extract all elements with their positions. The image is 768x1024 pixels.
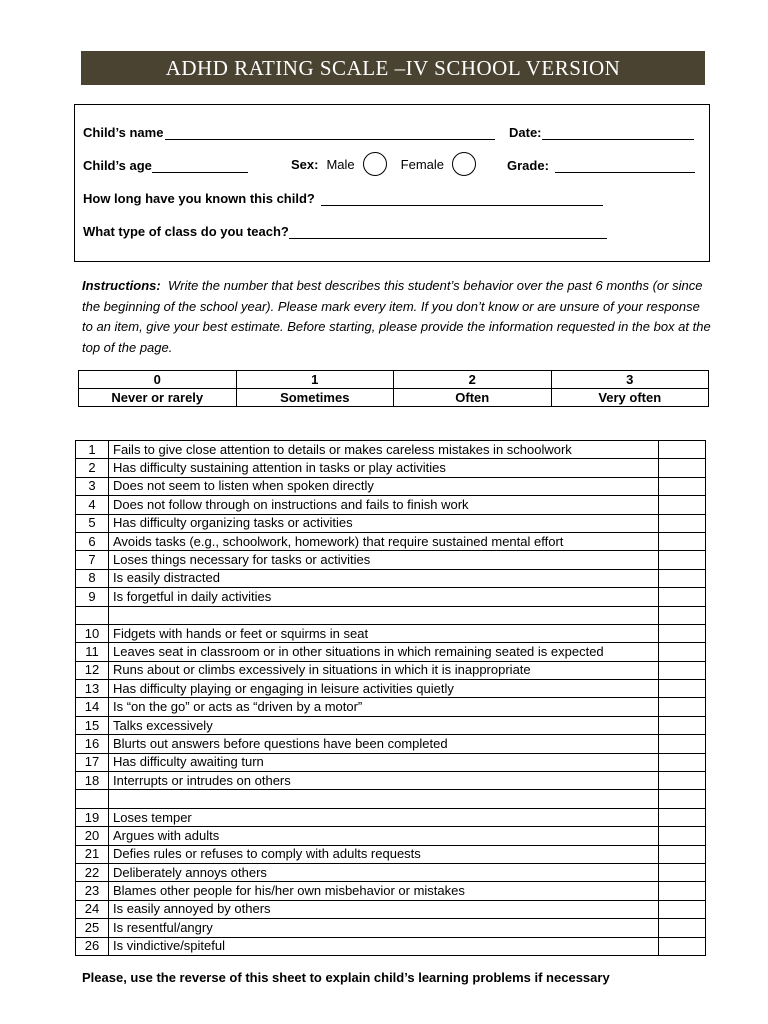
item-text: Leaves seat in classroom or in other situations in which remaining seated is expected <box>109 643 659 661</box>
item-number: 15 <box>76 716 109 734</box>
item-text: Deliberately annoys others <box>109 863 659 881</box>
table-row <box>76 845 706 863</box>
child-info-box <box>74 104 710 262</box>
item-answer-cell[interactable] <box>659 698 706 716</box>
table-row <box>76 680 706 698</box>
item-answer-cell[interactable] <box>659 882 706 900</box>
item-answer-cell[interactable] <box>659 532 706 550</box>
item-text <box>109 606 659 624</box>
item-text: Argues with adults <box>109 827 659 845</box>
scale-label: Never or rarely <box>79 389 237 407</box>
date-row <box>509 125 694 140</box>
childs-age-label: Child’s age <box>83 158 152 173</box>
table-row <box>76 477 706 495</box>
table-row <box>76 937 706 955</box>
item-text: Has difficulty playing or engaging in leisure activities quietly <box>109 680 659 698</box>
childs-age-field[interactable] <box>152 159 248 173</box>
item-text: Blames other people for his/her own misbehavior or mistakes <box>109 882 659 900</box>
item-number: 26 <box>76 937 109 955</box>
item-text: Avoids tasks (e.g., schoolwork, homework) that require sustained mental effort <box>109 532 659 550</box>
male-radio[interactable] <box>363 152 387 176</box>
childs-name-label: Child’s name <box>83 125 164 140</box>
table-row <box>76 588 706 606</box>
item-text: Is easily distracted <box>109 569 659 587</box>
table-row <box>76 624 706 642</box>
table-row <box>76 569 706 587</box>
item-answer-cell[interactable] <box>659 900 706 918</box>
item-answer-cell[interactable] <box>659 716 706 734</box>
known-field[interactable] <box>321 192 603 206</box>
item-text: Fidgets with hands or feet or squirms in seat <box>109 624 659 642</box>
item-answer-cell[interactable] <box>659 735 706 753</box>
item-number: 16 <box>76 735 109 753</box>
table-row <box>76 772 706 790</box>
item-number: 12 <box>76 661 109 679</box>
item-text: Runs about or climbs excessively in situations in which it is inappropriate <box>109 661 659 679</box>
item-number: 6 <box>76 532 109 550</box>
item-answer-cell[interactable] <box>659 459 706 477</box>
sex-label: Sex: <box>291 156 319 172</box>
item-text: Defies rules or refuses to comply with adults requests <box>109 845 659 863</box>
item-answer-cell[interactable] <box>659 624 706 642</box>
date-field[interactable] <box>542 126 694 140</box>
item-answer-cell[interactable] <box>659 569 706 587</box>
grade-row <box>507 158 695 173</box>
item-text: Has difficulty organizing tasks or activities <box>109 514 659 532</box>
male-label: Male <box>326 156 355 172</box>
childs-name-field[interactable] <box>165 126 495 140</box>
item-answer-cell[interactable] <box>659 863 706 881</box>
item-answer-cell[interactable] <box>659 827 706 845</box>
instructions-text: Write the number that best describes this student’s behavior over the past 6 months (or since the beginning of the school year). Please mark every item. If you don’t know or are unsure of your response to an item, give your best estimate. Before starting, please provide the information requested in the box at the top of the page. <box>82 278 711 355</box>
item-number: 24 <box>76 900 109 918</box>
item-number: 2 <box>76 459 109 477</box>
item-answer-cell[interactable] <box>659 680 706 698</box>
item-text: Has difficulty sustaining attention in tasks or play activities <box>109 459 659 477</box>
table-row <box>76 882 706 900</box>
date-label: Date: <box>509 125 542 140</box>
table-row <box>76 753 706 771</box>
item-answer-cell[interactable] <box>659 845 706 863</box>
table-row <box>76 900 706 918</box>
scale-value: 2 <box>394 371 552 389</box>
instructions-lead: Instructions: <box>82 278 161 293</box>
item-answer-cell[interactable] <box>659 808 706 826</box>
item-text: Blurts out answers before questions have been completed <box>109 735 659 753</box>
table-row <box>76 532 706 550</box>
item-number: 23 <box>76 882 109 900</box>
item-text: Loses things necessary for tasks or activities <box>109 551 659 569</box>
table-row <box>76 735 706 753</box>
page-title: ADHD RATING SCALE –IV SCHOOL VERSION <box>81 51 705 85</box>
item-number: 14 <box>76 698 109 716</box>
item-number: 11 <box>76 643 109 661</box>
items-table <box>75 440 706 956</box>
scale-value: 1 <box>236 371 394 389</box>
item-number: 1 <box>76 441 109 459</box>
childs-age-row <box>83 158 248 173</box>
item-answer-cell[interactable] <box>659 606 706 624</box>
item-text: Is resentful/angry <box>109 919 659 937</box>
scale-value: 3 <box>551 371 709 389</box>
item-answer-cell[interactable] <box>659 477 706 495</box>
item-number: 5 <box>76 514 109 532</box>
scale-value: 0 <box>79 371 237 389</box>
female-label: Female <box>400 156 445 172</box>
item-answer-cell[interactable] <box>659 496 706 514</box>
item-text: Fails to give close attention to details or makes careless mistakes in schoolwork <box>109 441 659 459</box>
item-number: 13 <box>76 680 109 698</box>
item-answer-cell[interactable] <box>659 790 706 808</box>
item-text: Does not follow through on instructions and fails to finish work <box>109 496 659 514</box>
sex-row <box>291 152 476 176</box>
item-number: 25 <box>76 919 109 937</box>
table-row <box>76 496 706 514</box>
item-number: 22 <box>76 863 109 881</box>
item-number: 8 <box>76 569 109 587</box>
scale-labels-row <box>79 389 709 407</box>
table-row <box>76 441 706 459</box>
grade-field[interactable] <box>555 159 695 173</box>
item-answer-cell[interactable] <box>659 514 706 532</box>
table-row <box>76 643 706 661</box>
item-answer-cell[interactable] <box>659 919 706 937</box>
item-answer-cell[interactable] <box>659 661 706 679</box>
scale-values-row <box>79 371 709 389</box>
item-answer-cell[interactable] <box>659 441 706 459</box>
item-number: 20 <box>76 827 109 845</box>
table-row <box>76 827 706 845</box>
item-text: Does not seem to listen when spoken directly <box>109 477 659 495</box>
item-text: Has difficulty awaiting turn <box>109 753 659 771</box>
table-row <box>76 606 706 624</box>
grade-label: Grade: <box>507 158 549 173</box>
item-text: Is vindictive/spiteful <box>109 937 659 955</box>
known-row <box>83 191 603 206</box>
item-number: 9 <box>76 588 109 606</box>
item-number: 18 <box>76 772 109 790</box>
table-row <box>76 790 706 808</box>
childs-name-row <box>83 125 495 140</box>
item-number: 10 <box>76 624 109 642</box>
item-number: 4 <box>76 496 109 514</box>
instructions <box>82 276 712 358</box>
item-text: Is easily annoyed by others <box>109 900 659 918</box>
table-row <box>76 661 706 679</box>
item-number: 21 <box>76 845 109 863</box>
table-row <box>76 716 706 734</box>
item-answer-cell[interactable] <box>659 643 706 661</box>
item-number: 7 <box>76 551 109 569</box>
rating-scale-table <box>78 370 709 407</box>
class-type-label: What type of class do you teach? <box>83 224 289 239</box>
item-answer-cell[interactable] <box>659 588 706 606</box>
item-answer-cell[interactable] <box>659 551 706 569</box>
item-text: Is “on the go” or acts as “driven by a motor” <box>109 698 659 716</box>
scale-label: Sometimes <box>236 389 394 407</box>
class-type-row <box>83 224 607 239</box>
table-row <box>76 459 706 477</box>
item-text <box>109 790 659 808</box>
table-row <box>76 919 706 937</box>
item-text: Talks excessively <box>109 716 659 734</box>
item-number <box>76 790 109 808</box>
item-number: 3 <box>76 477 109 495</box>
known-label: How long have you known this child? <box>83 191 315 206</box>
footer-note: Please, use the reverse of this sheet to explain child’s learning problems if necessary <box>82 970 610 985</box>
table-row <box>76 551 706 569</box>
item-answer-cell[interactable] <box>659 753 706 771</box>
female-radio[interactable] <box>452 152 476 176</box>
table-row <box>76 808 706 826</box>
scale-label: Often <box>394 389 552 407</box>
table-row <box>76 863 706 881</box>
item-number: 17 <box>76 753 109 771</box>
item-number: 19 <box>76 808 109 826</box>
item-answer-cell[interactable] <box>659 772 706 790</box>
item-number <box>76 606 109 624</box>
table-row <box>76 514 706 532</box>
item-text: Loses temper <box>109 808 659 826</box>
item-text: Interrupts or intrudes on others <box>109 772 659 790</box>
scale-label: Very often <box>551 389 709 407</box>
item-answer-cell[interactable] <box>659 937 706 955</box>
table-row <box>76 698 706 716</box>
item-text: Is forgetful in daily activities <box>109 588 659 606</box>
class-type-field[interactable] <box>289 225 607 239</box>
